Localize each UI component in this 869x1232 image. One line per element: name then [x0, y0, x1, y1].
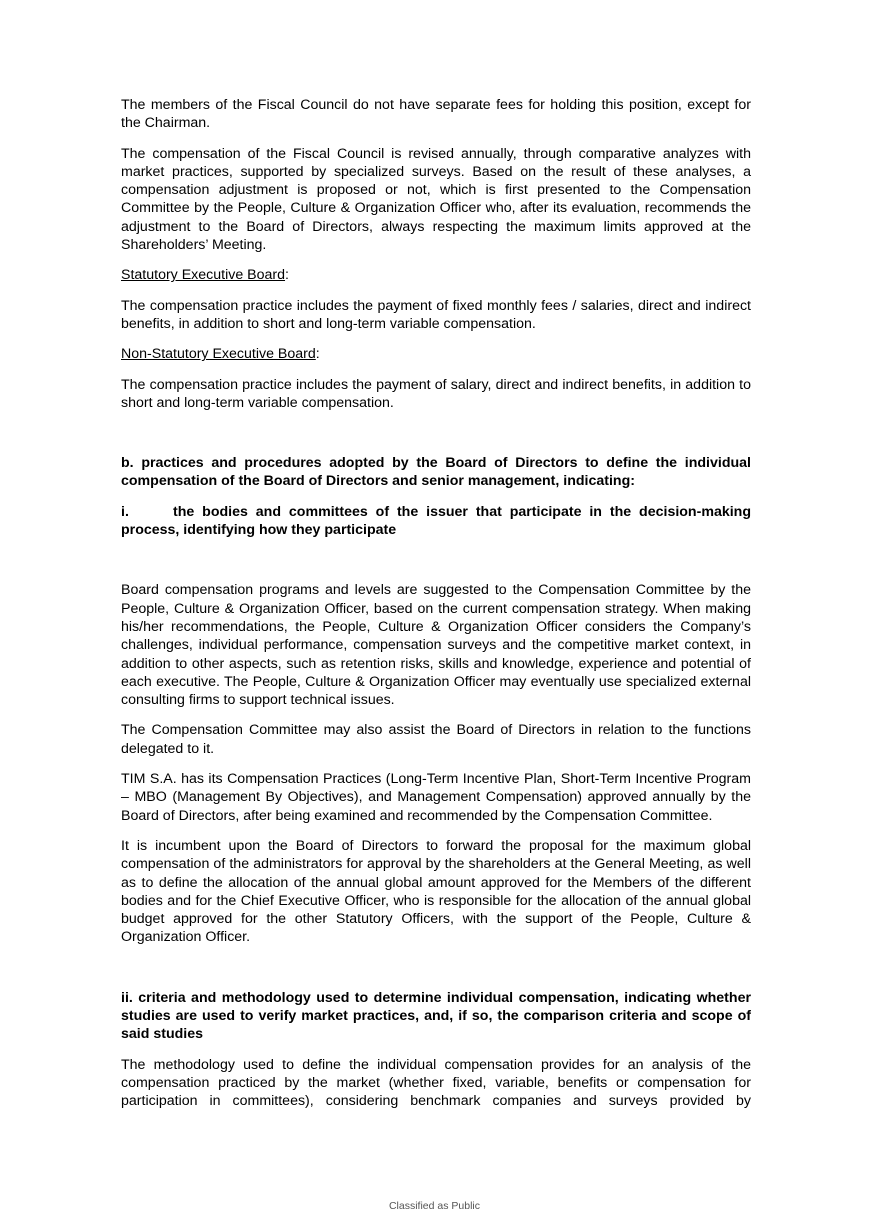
- statutory-colon: :: [285, 267, 289, 284]
- document-page: [121, 96, 751, 1122]
- section-heading-i-number: i.: [121, 503, 129, 520]
- spacer: [121, 959, 751, 989]
- paragraph-board-incumbent: It is incumbent upon the Board of Directors to forward the proposal for the maximum global compensation of the administrators for approval by the shareholders at the General Meeting, as well as to define the allocation of the annual global amount approved for the Members of the different bodies and for the Chief Executive Officer, who is responsible for the allocation of the annual global budget approved for the other Statutory Officers, with the support of the People, Culture & Organization Officer.: [121, 837, 751, 946]
- non-statutory-executive-board-heading: [121, 345, 751, 363]
- section-heading-i-text: the bodies and committees of the issuer that participate in the decision-making process, identifying how they participate: [121, 503, 751, 539]
- statutory-executive-board-heading: [121, 266, 751, 284]
- section-heading-b: b. practices and procedures adopted by the Board of Directors to define the individual compensation of the Board of Directors and senior management, indicating:: [121, 455, 751, 490]
- paragraph-board-compensation-programs: Board compensation programs and levels are suggested to the Compensation Committee by the People, Culture & Organization Officer, based on the current compensation strategy. When making his/her recommendations, the People, Culture & Organization Officer considers the Company’s challenges, individual performance, compensation surveys and the competitive market context, in addition to other aspects, such as retention risks, skills and knowledge, experience and potential of each executive. The People, Culture & Organization Officer may eventually use specialized external consulting firms to support technical issues.: [121, 582, 751, 709]
- non-statutory-executive-board-label: Non-Statutory Executive Board: [121, 346, 316, 363]
- paragraph-methodology: The methodology used to define the individual compensation provides for an analysis of the compensation practiced by the market (whether fixed, variable, benefits or compensation for participation in committees), considering benchmark companies and surveys provided by: [121, 1056, 751, 1110]
- statutory-executive-board-label: Statutory Executive Board: [121, 267, 286, 284]
- classification-footer: Classified as Public: [388, 1200, 481, 1212]
- paragraph-tim-compensation-practices: TIM S.A. has its Compensation Practices (Long-Term Incentive Plan, Short-Term Incentive Program – MBO (Management By Objectives), and Management Compensation) approved annually by the Board of Directors, after being examined and recommended by the Compensation Committee.: [121, 771, 751, 824]
- section-heading-ii: ii. criteria and methodology used to determine individual compensation, indicating whether studies are used to verify market practices, and, if so, the comparison criteria and scope of said studies: [121, 989, 751, 1043]
- paragraph-compensation-committee-assist: The Compensation Committee may also assist the Board of Directors in relation to the functions delegated to it.: [121, 722, 751, 757]
- paragraph-fiscal-council-revision: The compensation of the Fiscal Council is revised annually, through comparative analyzes with market practices, supported by specialized surveys. Based on the result of these analyses, a compensation adjustment is proposed or not, which is first presented to the Compensation Committee by the People, Culture & Organization Officer who, after its evaluation, recommends the adjustment to the Board of Directors, always respecting the maximum limits approved at the Shareholders’ Meeting.: [121, 145, 751, 254]
- spacer: [121, 424, 751, 454]
- paragraph-fiscal-council-fees: The members of the Fiscal Council do not have separate fees for holding this position, except for the Chairman.: [121, 97, 751, 132]
- section-heading-i: [121, 503, 751, 540]
- paragraph-non-statutory-practice: The compensation practice includes the payment of salary, direct and indirect benefits, in addition to short and long-term variable compensation.: [121, 376, 751, 411]
- paragraph-statutory-practice: The compensation practice includes the payment of fixed monthly fees / salaries, direct and indirect benefits, in addition to short and long-term variable compensation.: [121, 297, 751, 332]
- non-statutory-colon: :: [315, 346, 320, 363]
- spacer: [121, 551, 751, 581]
